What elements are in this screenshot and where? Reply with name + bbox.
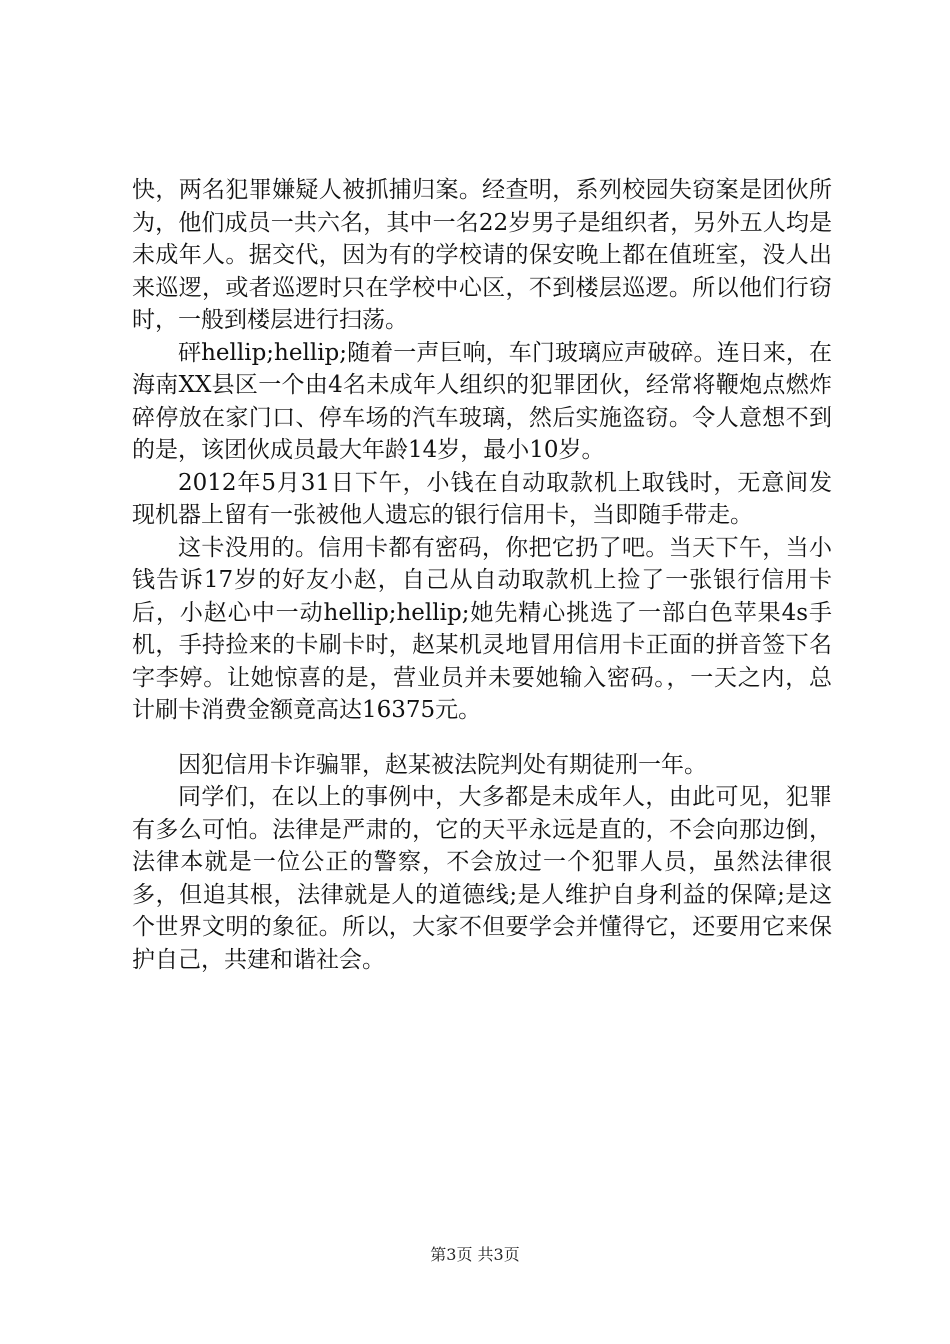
paragraph-sentence: 因犯信用卡诈骗罪，赵某被法院判处有期徒刑一年。: [178, 751, 707, 778]
paragraph-conclusion: 同学们，在以上的事例中，大多都是未成年人，由此可见，犯罪有多么可怕。法律是严肃的，它的天平永远是直的，不会向那边倒，法律本就是一位公正的警察，不会放过一个犯罪人员，虽然法律很多，但追其根，法律就是人的道德线;是人维护自身利益的保障;是这个世界文明的象征。所以，大家不但要学会并懂得它，还要用它来保护自己，共建和谐社会。: [132, 784, 832, 973]
paragraph-credit-card-fraud: 这卡没用的。信用卡都有密码，你把它扔了吧。当天下午，当小钱告诉17岁的好友小赵，自己从自动取款机上捡了一张银行信用卡后，小赵心中一动hellip;hellip;她先精心挑选了一部白色苹果4s手机，手持捡来的卡刷卡时，赵某机灵地冒用信用卡正面的拼音签下名字李婷。让她惊喜的是，营业员并未要她输入密码。，一天之内，总计刷卡消费金额竟高达16375元。: [132, 534, 832, 723]
paragraph-credit-card-found: 2012年5月31日下午，小钱在自动取款机上取钱时，无意间发现机器上留有一张被他人遗忘的银行信用卡，当即随手带走。: [132, 469, 832, 528]
page-number-footer: 第3页 共3页: [430, 1245, 520, 1264]
document-body: [132, 174, 832, 976]
paragraph-continuation: 快，两名犯罪嫌疑人被抓捕归案。经查明，系列校园失窃案是团伙所为，他们成员一共六名，其中一名22岁男子是组织者，另外五人均是未成年人。据交代，因为有的学校请的保安晚上都在值班室，没人出来巡逻，或者巡逻时只在学校中心区，不到楼层巡逻。所以他们行窃时，一般到楼层进行扫荡。: [132, 177, 832, 333]
paragraph-firecracker-theft: 砰hellip;hellip;随着一声巨响，车门玻璃应声破碎。连日来，在海南XX县区一个由4名未成年人组织的犯罪团伙，经常将鞭炮点燃炸碎停放在家门口、停车场的汽车玻璃，然后实施盗窃。令人意想不到的是，该团伙成员最大年龄14岁，最小10岁。: [132, 339, 832, 463]
